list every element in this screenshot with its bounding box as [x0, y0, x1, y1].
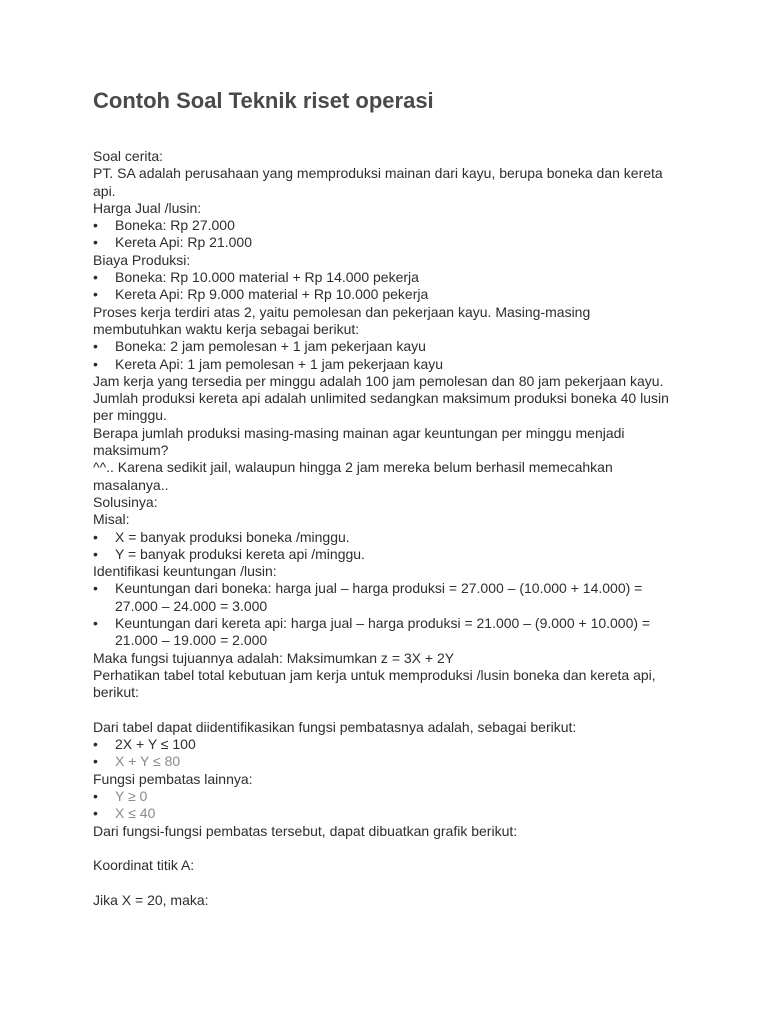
blank-line	[93, 702, 678, 719]
bullet-text: Boneka: Rp 10.000 material + Rp 14.000 pekerja	[115, 269, 419, 286]
document-title: Contoh Soal Teknik riset operasi	[93, 88, 434, 113]
bullet-text: X ≤ 40	[115, 805, 156, 822]
bullet-marker: •	[93, 545, 98, 562]
bullet-marker: •	[93, 580, 98, 597]
bullet-item	[93, 269, 678, 286]
bullet-text: X = banyak produksi boneka /minggu.	[115, 528, 350, 545]
bullet-text: Keuntungan dari boneka: harga jual – harga produksi = 27.000 – (10.000 + 14.000) = 27.000 – 24.000 = 3.000	[115, 580, 643, 614]
bullet-text: Kereta Api: Rp 9.000 material + Rp 10.000 pekerja	[115, 286, 429, 303]
paragraph-line: Koordinat titik A:	[93, 857, 195, 874]
bullet-text: 2X + Y ≤ 100	[115, 736, 196, 753]
bullet-item	[93, 805, 678, 822]
paragraph-line: Identifikasi keuntungan /lusin:	[93, 563, 277, 580]
paragraph-line: Jumlah produksi kereta api adalah unlimited sedangkan maksimum produksi boneka 40 lusin per minggu.	[93, 390, 673, 424]
bullet-text: Y ≥ 0	[115, 787, 148, 804]
bullet-marker: •	[93, 615, 98, 632]
bullet-text: Keuntungan dari kereta api: harga jual – harga produksi = 21.000 – (9.000 + 10.000) = 21.000 – 19.000 = 2.000	[115, 615, 651, 649]
bullet-marker: •	[93, 805, 98, 822]
paragraph-line: Misal:	[93, 511, 130, 528]
bullet-text: Kereta Api: 1 jam pemolesan + 1 jam pekerjaan kayu	[115, 355, 444, 372]
paragraph-line: Maka fungsi tujuannya adalah: Maksimumkan z = 3X + 2Y	[93, 649, 455, 666]
blank-line	[93, 840, 678, 857]
bullet-text: Kereta Api: Rp 21.000	[115, 234, 252, 251]
paragraph-line: Dari tabel dapat diidentifikasikan fungsi pembatasnya adalah, sebagai berikut:	[93, 718, 577, 735]
paragraph-line: Jam kerja yang tersedia per minggu adalah 100 jam pemolesan dan 80 jam pekerjaan kayu.	[93, 372, 664, 389]
bullet-marker: •	[93, 787, 98, 804]
bullet-marker: •	[93, 736, 98, 753]
bullet-marker: •	[93, 269, 98, 286]
paragraph-line: Fungsi pembatas lainnya:	[93, 770, 253, 787]
paragraph-line: Perhatikan tabel total kebutuan jam kerja untuk memproduksi /lusin boneka dan kereta api, berikut:	[93, 666, 660, 701]
paragraph-line: Biaya Produksi:	[93, 251, 191, 268]
paragraph-line: ^^.. Karena sedikit jail, walaupun hingga 2 jam mereka belum berhasil memecahkan masalanya..	[93, 459, 617, 493]
bullet-item	[93, 788, 678, 805]
bullet-marker: •	[93, 528, 98, 545]
bullet-marker: •	[93, 234, 98, 251]
bullet-text: Y = banyak produksi kereta api /minggu.	[115, 545, 365, 562]
bullet-item	[93, 356, 678, 373]
paragraph-line: Dari fungsi-fungsi pembatas tersebut, dapat dibuatkan grafik berikut:	[93, 822, 518, 839]
paragraph-line: Jika X = 20, maka:	[93, 891, 209, 908]
bullet-marker: •	[93, 753, 98, 770]
bullet-item	[93, 529, 678, 546]
paragraph-line: Berapa jumlah produksi masing-masing mainan agar keuntungan per minggu menjadi maksimum?	[93, 424, 629, 459]
bullet-text: X + Y ≤ 80	[115, 753, 181, 770]
bullet-item	[93, 338, 678, 355]
bullet-item	[93, 753, 678, 770]
bullet-item	[93, 286, 678, 303]
bullet-item	[93, 546, 678, 563]
bullet-marker: •	[93, 338, 98, 355]
paragraph-line: Harga Jual /lusin:	[93, 199, 202, 216]
bullet-item	[93, 234, 678, 251]
blank-line	[93, 874, 678, 891]
bullet-text: Boneka: 2 jam pemolesan + 1 jam pekerjaan kayu	[115, 338, 426, 355]
bullet-item	[93, 615, 678, 650]
bullet-item	[93, 580, 678, 615]
bullet-marker: •	[93, 355, 98, 372]
document-body	[93, 148, 678, 909]
paragraph-line: Solusinya:	[93, 493, 158, 510]
bullet-marker: •	[93, 217, 98, 234]
bullet-item	[93, 217, 678, 234]
paragraph-line: PT. SA adalah perusahaan yang memproduksi mainan dari kayu, berupa boneka dan kereta api.	[93, 165, 667, 199]
bullet-text: Boneka: Rp 27.000	[115, 217, 235, 234]
paragraph-line: Proses kerja terdiri atas 2, yaitu pemolesan dan pekerjaan kayu. Masing-masing membutuhkan waktu kerja sebagai berikut:	[93, 303, 595, 337]
bullet-marker: •	[93, 286, 98, 303]
paragraph-line: Soal cerita:	[93, 148, 164, 164]
bullet-item	[93, 736, 678, 753]
